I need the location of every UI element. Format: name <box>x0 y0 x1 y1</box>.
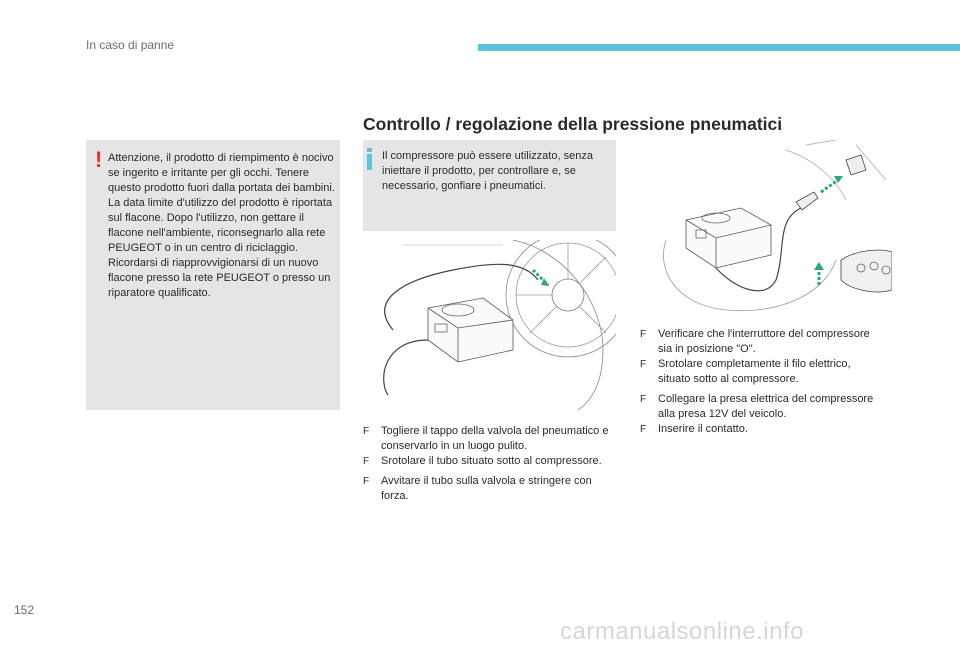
section-label: In caso di panne <box>86 38 175 52</box>
steps-left <box>363 424 618 504</box>
warning-exclamation-icon: ! <box>95 147 103 172</box>
info-icon <box>367 148 372 170</box>
step-item <box>363 454 618 469</box>
info-box <box>363 140 616 231</box>
step-text: Collegare la presa elettrica del compressore alla presa 12V del veicolo. <box>658 393 874 420</box>
warning-text: Attenzione, il prodotto di riempimento è nocivo se ingerito e irritante per gli occhi. Tenere questo prodotto fuori dalla portata dei bambini. La data limite d'utilizzo del prodotto è riportata sul flacone. Dopo l'utilizzo, non gettare il flacone nell'ambiente, riconsegnarlo alla rete PEUGEOT o in un centro di riciclaggio. Ricordarsi di riapprovvigionarsi di un nuovo flacone presso la rete PEUGEOT o presso un riparatore qualificato. <box>108 152 335 299</box>
steps-right <box>640 327 886 437</box>
step-bullet: F <box>640 424 647 435</box>
compressor-socket-illustration <box>636 140 892 315</box>
step-item <box>363 474 618 504</box>
step-bullet: F <box>640 329 647 340</box>
header-accent-bar <box>478 44 960 51</box>
step-text: Togliere il tappo della valvola del pneumatico e conservarlo in un luogo pulito. <box>381 425 609 452</box>
step-text: Inserire il contatto. <box>658 423 748 435</box>
step-item <box>640 357 886 387</box>
step-bullet: F <box>640 359 647 370</box>
compressor-tire-illustration <box>363 240 616 410</box>
page-title: Controllo / regolazione della pressione pneumatici <box>363 114 783 134</box>
step-item <box>363 424 618 454</box>
watermark: carmanualsonline.info <box>560 618 804 645</box>
warning-box <box>86 140 340 410</box>
step-text: Avvitare il tubo sulla valvola e stringere con forza. <box>381 475 592 502</box>
page-number: 152 <box>14 603 35 617</box>
step-item <box>640 392 886 422</box>
step-bullet: F <box>363 426 370 437</box>
step-text: Verificare che l'interruttore del compressore sia in posizione "O". <box>658 328 870 355</box>
step-bullet: F <box>363 456 370 467</box>
step-text: Srotolare completamente il filo elettrico, situato sotto al compressore. <box>658 358 851 385</box>
step-item <box>640 422 886 437</box>
step-bullet: F <box>640 394 647 405</box>
info-text: Il compressore può essere utilizzato, senza iniettare il prodotto, per controllare e, se necessario, gonfiare i pneumatici. <box>382 150 593 192</box>
step-item <box>640 327 886 357</box>
step-text: Srotolare il tubo situato sotto al compressore. <box>381 455 602 467</box>
step-bullet: F <box>363 476 370 487</box>
